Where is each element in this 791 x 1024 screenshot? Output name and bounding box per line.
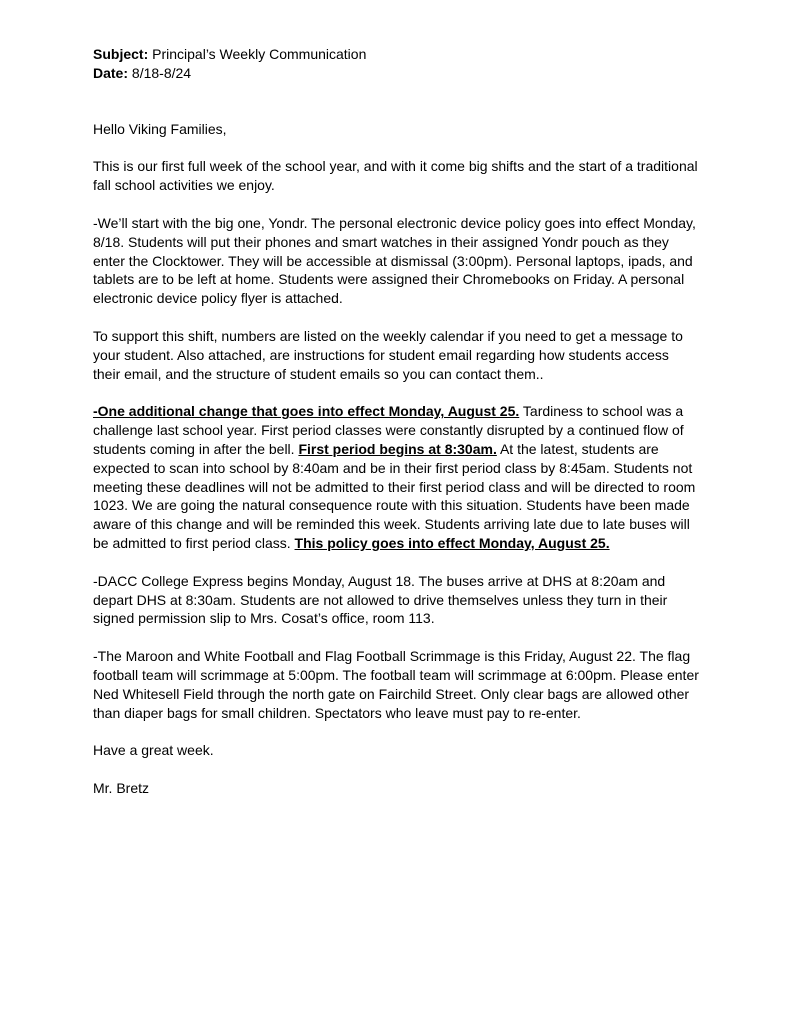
yondr-paragraph: -We’ll start with the big one, Yondr. The personal electronic device policy goes into effect Monday, 8/18. Students will put their phones and smart watches in their assigned Yondr pouch as they enter the Clocktower. They will be accessible at dismissal (3:00pm). Personal laptops, ipads, and tablets are to be left at home. Students were assigned their Chromebooks on Friday. A personal electronic device policy flyer is attached. <box>93 214 696 307</box>
tardiness-heading: -One additional change that goes into effect Monday, August 25. <box>93 403 520 420</box>
dacc-paragraph: -DACC College Express begins Monday, August 18. The buses arrive at DHS at 8:20am and depart DHS at 8:30am. Students are not allowed to drive themselves unless they turn in their signed permission slip to Mrs. Cosat’s office, room 113. <box>93 572 668 627</box>
tardiness-text-1: Tardiness to school was a challenge last school year. First period classes were constantly disrupted by a continued flow of students coming in after the bell. <box>93 403 684 457</box>
date-line <box>93 64 699 83</box>
football-paragraph: -The Maroon and White Football and Flag Football Scrimmage is this Friday, August 22. The flag football team will scrimmage at 5:00pm. The football team will scrimmage at 6:00pm. Please enter Ned Whitesell Field through the north gate on Fairchild Street. Only clear bags are allowed other than diaper bags for small children. Spectators who leave must pay to re-enter. <box>93 648 699 721</box>
date-value: 8/18-8/24 <box>131 64 192 81</box>
greeting: Hello Viking Families, <box>93 120 227 137</box>
closing-line: Have a great week. <box>93 742 214 759</box>
support-paragraph: To support this shift, numbers are listed on the weekly calendar if you need to get a message to your student. Also attached, are instructions for student email regarding how students access their email, and the structure of student emails so you can contact them.. <box>93 327 683 382</box>
tardiness-paragraph <box>93 402 699 552</box>
subject-label: Subject: <box>93 46 149 62</box>
tardiness-text-2: At the latest, students are expected to scan into school by 8:40am and be in their first period class by 8:45am. Students not meeting these deadlines will not be admitted to their first period class and will be directed to room 1023. We are going the natural consequence route with this situation. Students have been made aware of this change and will be reminded this week. Students arriving late due to late buses will be admitted to first period class. <box>93 440 696 551</box>
intro-paragraph: This is our first full week of the school year, and with it come big shifts and the start of a traditional fall school activities we enjoy. <box>93 158 698 194</box>
first-period-emphasis: First period begins at 8:30am. <box>298 440 497 457</box>
subject-value: Principal’s Weekly Communication <box>152 46 367 62</box>
signature: Mr. Bretz <box>93 780 150 797</box>
subject-line <box>93 45 699 64</box>
date-label: Date: <box>93 64 129 81</box>
policy-effective-note: This policy goes into effect Monday, August 25. <box>294 534 610 551</box>
letter-page <box>93 45 699 798</box>
